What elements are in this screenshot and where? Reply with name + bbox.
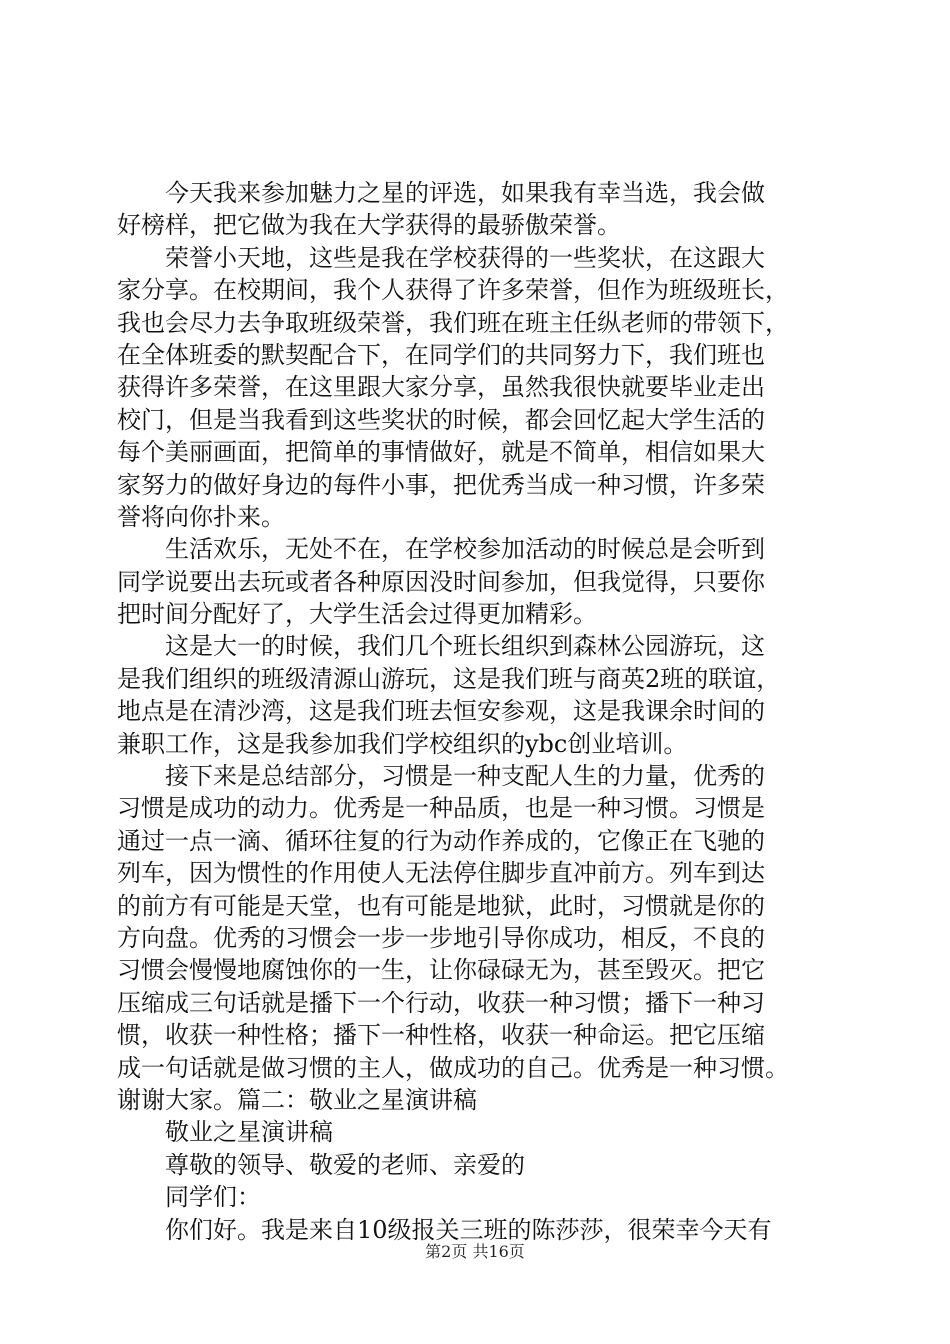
text-line: 校门，但是当我看到这些奖状的时候，都会回忆起大学生活的 [117,405,765,434]
text-line: 习惯是成功的动力。优秀是一种品质，也是一种习惯。习惯是 [117,794,765,823]
text-line: 获得许多荣誉，在这里跟大家分享，虽然我很快就要毕业走出 [117,373,765,402]
text-line: 在全体班委的默契配合下，在同学们的共同努力下，我们班也 [117,340,765,369]
body-text [117,177,847,1246]
text-line: 尊敬的领导、敬爱的老师、亲爱的 [117,1150,525,1179]
text-line: 今天我来参加魅力之星的评选，如果我有幸当选，我会做 [117,179,765,207]
text-line: 同学说要出去玩或者各种原因没时间参加，但我觉得，只要你 [117,567,765,596]
text-line: 接下来是总结部分，习惯是一种支配人生的力量，优秀的 [117,762,765,791]
text-line: 压缩成三句话就是播下一个行动，收获一种习惯；播下一种习 [117,988,765,1017]
text-line: 家努力的做好身边的每件小事，把优秀当成一种习惯，许多荣 [117,470,765,499]
text-line: 生活欢乐，无处不在，在学校参加活动的时候总是会听到 [117,535,765,564]
text-line: 是我们组织的班级清源山游玩，这是我们班与商英2班的联谊， [117,664,781,693]
text-line: 家分享。在校期间，我个人获得了许多荣誉，但作为班级班长， [117,276,789,305]
text-line: 通过一点一滴、循环往复的行为动作养成的，它像正在飞驰的 [117,826,765,855]
text-line: 谢谢大家。篇二：敬业之星演讲稿 [117,1085,477,1114]
text-line: 习惯会慢慢地腐蚀你的一生，让你碌碌无为，甚至毁灭。把它 [117,956,765,985]
text-line: 荣誉小天地，这些是我在学校获得的一些奖状，在这跟大 [117,243,765,272]
text-line: 惯，收获一种性格；播下一种性格，收获一种命运。把它压缩 [117,1021,765,1050]
text-line: 把时间分配好了，大学生活会过得更加精彩。 [117,600,597,629]
text-line: 列车，因为惯性的作用使人无法停住脚步直冲前方。列车到达 [117,859,765,888]
text-line: 兼职工作，这是我参加我们学校组织的ybc创业培训。 [117,729,688,758]
text-line: 我也会尽力去争取班级荣誉，我们班在班主任纵老师的带领下， [117,308,789,337]
text-line: 成一句话就是做习惯的主人，做成功的自己。优秀是一种习惯。 [117,1053,789,1082]
text-line: 这是大一的时候，我们几个班长组织到森林公园游玩，这 [117,632,765,661]
text-line: 方向盘。优秀的习惯会一步一步地引导你成功，相反，不良的 [117,923,765,952]
page-number: 第2页 共16页 [425,1242,525,1261]
text-line: 的前方有可能是天堂，也有可能是地狱，此时，习惯就是你的 [117,891,765,920]
text-line: 敬业之星演讲稿 [117,1118,333,1147]
text-line: 好榜样，把它做为我在大学获得的最骄傲荣誉。 [117,211,621,240]
text-line: 地点是在清沙湾，这是我们班去恒安参观，这是我课余时间的 [117,697,765,726]
page-footer [0,1242,950,1262]
text-line: 你们好。我是来自10级报关三班的陈莎莎，很荣幸今天有 [117,1215,772,1244]
text-line: 誉将向你扑来。 [117,502,285,531]
text-line: 同学们： [117,1183,261,1212]
text-line: 每个美丽画面，把简单的事情做好，就是不简单，相信如果大 [117,438,765,467]
